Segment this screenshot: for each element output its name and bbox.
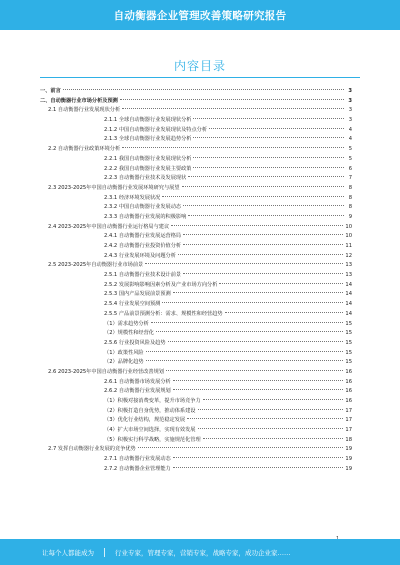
toc-entry[interactable]	[40, 126, 352, 136]
toc-leader-dots	[171, 225, 343, 226]
toc-entry-page: 16	[345, 368, 352, 375]
toc-leader-dots	[183, 273, 343, 274]
toc-entry-page: 11	[345, 243, 352, 249]
toc-leader-dots	[151, 322, 344, 323]
toc-entry-page: 10	[345, 233, 352, 240]
toc-entry[interactable]	[40, 203, 352, 213]
toc-leader-dots	[193, 167, 344, 168]
toc-entry-page: 19	[345, 446, 352, 453]
toc-entry[interactable]	[40, 242, 352, 252]
toc-entry[interactable]	[40, 281, 352, 291]
toc-entry-page: 15	[345, 320, 352, 327]
toc-entry-label: 二、自动衡器行业市场分析及预测	[40, 97, 118, 104]
toc-leader-dots	[188, 176, 344, 177]
toc-leader-dots	[183, 205, 344, 206]
toc-entry[interactable]	[40, 397, 352, 407]
toc-leader-dots	[138, 447, 344, 448]
toc-entry-page: 14	[345, 301, 352, 308]
toc-entry-label: （1）需求趋势分析	[104, 320, 149, 327]
toc-entry-page: 16	[345, 378, 352, 385]
toc-entry[interactable]	[40, 436, 352, 446]
toc-leader-dots	[203, 438, 344, 439]
toc-entry-page: 13	[345, 272, 352, 279]
toc-entry[interactable]	[40, 194, 352, 204]
toc-entry-label: 2.5.6 行业投资风险及趋势	[104, 339, 166, 346]
toc-leader-dots	[173, 292, 344, 293]
toc-entry-label: 2.4.3 行业发展环境及问题分析	[104, 252, 176, 259]
toc-leader-dots	[209, 128, 344, 129]
toc-leader-dots	[193, 118, 344, 119]
toc-entry-label: （1）积极对接消费变革，提升市场竞争力	[104, 398, 201, 404]
toc-entry[interactable]	[40, 426, 352, 436]
toc-entry-label: （2）积极打造自身优势，推动体系建设	[104, 407, 196, 414]
toc-entry[interactable]	[40, 300, 352, 310]
toc-entry-page: 18	[345, 436, 352, 443]
toc-entry-page: 7	[348, 175, 352, 182]
toc-entry-page: 14	[345, 310, 352, 317]
toc-entry-label: 2.4 2023-2025年中国自动衡器行业运行格局与建议	[48, 223, 170, 230]
toc-leader-dots	[145, 263, 343, 264]
toc-leader-dots	[162, 196, 344, 197]
toc-entry-label: 2.7 发挥自动衡器行业发展的竞争优势	[48, 446, 136, 453]
toc-entry[interactable]	[40, 310, 352, 320]
toc-entry[interactable]	[40, 339, 352, 349]
toc-entry[interactable]	[40, 407, 352, 417]
toc-heading: 内容目录	[173, 59, 226, 73]
toc-entry[interactable]	[40, 368, 352, 378]
toc-entry[interactable]	[40, 349, 352, 359]
toc-entry-page: 10	[345, 223, 352, 230]
toc-entry-label: 2.1.2 中国自动衡器行业发展现状及特点分析	[104, 126, 208, 133]
toc-entry-label: 2.1.3 全球自动衡器行业发展趋势分析	[104, 136, 192, 143]
toc-entry-label: （5）积极实行科学战略，实施规范化管理	[104, 436, 201, 443]
toc-entry[interactable]	[40, 271, 352, 281]
document-header	[0, 0, 400, 30]
toc-entry[interactable]	[40, 213, 352, 223]
toc-entry-page: 8	[348, 204, 352, 211]
toc-entry[interactable]	[40, 184, 352, 194]
toc-entry[interactable]	[40, 174, 352, 184]
toc-leader-dots	[166, 370, 343, 371]
toc-entry-page: 15	[345, 330, 352, 337]
toc-entry-page: 12	[345, 252, 352, 259]
toc-entry[interactable]	[40, 232, 352, 242]
toc-entry[interactable]	[40, 329, 352, 339]
toc-leader-dots	[162, 302, 343, 303]
toc-entry[interactable]	[40, 116, 352, 126]
toc-entry-label: （2）品牌化趋势	[104, 359, 144, 366]
toc-leader-dots	[146, 360, 344, 361]
toc-entry-page: 4	[348, 136, 352, 143]
toc-leader-dots	[173, 457, 344, 458]
toc-entry-page: 3	[348, 107, 352, 114]
toc-entry[interactable]	[40, 290, 352, 300]
toc-entry-label: 2.2.1 我国自动衡器行业发展现状分析	[104, 155, 192, 162]
toc-leader-dots	[198, 409, 344, 410]
toc-entry[interactable]	[40, 455, 352, 465]
toc-entry[interactable]	[40, 416, 352, 426]
toc-entry-label: 2.2 自动衡器行业政策环境分析	[48, 146, 121, 153]
toc-leader-dots	[219, 283, 343, 284]
toc-entry-page: 15	[345, 359, 352, 366]
toc-entry-page: 3	[348, 88, 352, 94]
toc-entry-label: 2.6 2023-2025年中国自动衡器行业经营改善规划	[48, 368, 164, 375]
toc-entry-label: （3）优化行业结构，规范稳定发展	[104, 417, 186, 424]
toc-leader-dots	[168, 341, 344, 342]
document-title: 自动衡器企业管理改善策略研究报告	[113, 9, 287, 22]
toc-leader-dots	[193, 157, 344, 158]
toc-entry-page: 6	[348, 165, 352, 172]
toc-entry-page: 14	[345, 291, 352, 298]
toc-leader-dots	[173, 389, 344, 390]
toc-entry-page: 15	[345, 349, 352, 356]
toc-entry-page: 8	[348, 184, 352, 191]
toc-entry-page: 17	[345, 427, 352, 434]
toc-entry-label: 2.3.3 自动衡器行业发展的积极影响	[104, 213, 187, 220]
toc-entry[interactable]	[40, 87, 352, 97]
toc-leader-dots	[156, 331, 343, 332]
toc-entry-label: 2.3.1 经济环境发展状况	[104, 194, 161, 201]
toc-entry-label: 2.6.2 自动衡器行业发展规划	[104, 388, 171, 395]
toc-entry-label: 2.5.5 产品前景预测分析：需求、规模性和经营趋势	[104, 310, 223, 317]
toc-entry-page: 14	[345, 281, 352, 288]
footer-separator	[104, 548, 105, 557]
toc-entry-label: （2）规模性和经营化	[104, 330, 154, 337]
toc-leader-dots	[173, 467, 344, 468]
toc-entry-label: 2.2.2 我国自动衡器行业发展主要政策	[104, 165, 192, 172]
toc-entry[interactable]	[40, 155, 352, 165]
toc-divider	[40, 77, 360, 78]
toc-entry-page: 17	[345, 417, 352, 424]
toc-entry-page: 13	[345, 262, 352, 269]
toc-entry-label: 2.2.3 自动衡器行业技术及发展现状	[104, 175, 187, 182]
toc-leader-dots	[193, 137, 344, 138]
toc-entry-page: 16	[345, 398, 352, 404]
toc-leader-dots	[120, 99, 344, 100]
toc-entry-page: 17	[345, 407, 352, 414]
toc-entry-page: 5	[348, 146, 352, 153]
toc-entry-label: 2.6.1 自动衡器市场发展分析	[104, 378, 171, 385]
toc-entry-label: 2.5.2 发展影响影响因素分析及产业市场方向分析	[104, 281, 218, 288]
toc-entry-page: 4	[348, 126, 352, 133]
toc-leader-dots	[173, 380, 344, 381]
toc-leader-dots	[122, 147, 344, 148]
toc-entry-page: 19	[345, 456, 352, 463]
toc-entry-label: 2.5.1 自动衡器行业技术设计前景	[104, 272, 182, 279]
toc-entry-label: 一、前言	[40, 88, 61, 94]
toc-entry[interactable]	[40, 378, 352, 388]
footer-tagline: 行业专家，管理专家，营销专家，战略专家，成功企业家……	[115, 548, 291, 557]
toc-entry[interactable]	[40, 445, 352, 455]
toc-leader-dots	[63, 89, 344, 90]
toc-leader-dots	[122, 108, 344, 109]
toc-entry[interactable]	[40, 320, 352, 330]
toc-leader-dots	[146, 351, 344, 352]
toc-entry[interactable]	[40, 252, 352, 262]
toc-entry[interactable]	[40, 135, 352, 145]
toc-leader-dots	[188, 215, 344, 216]
toc-entry[interactable]	[40, 465, 352, 475]
toc-entry[interactable]	[40, 165, 352, 175]
toc-entry-label: 2.3 2023-2025年中国自动衡器行业发展环境研究与展望	[48, 184, 180, 191]
footer-slogan: 让每个人都能成为	[42, 548, 94, 557]
toc-entry-page: 19	[345, 465, 352, 472]
toc-entry-label: 2.5.4 行业发展空间预测	[104, 301, 161, 308]
toc-entry-label: 2.5.3 国内产品发展前景预测	[104, 291, 171, 298]
toc-leader-dots	[183, 244, 343, 245]
toc-entry-page: 5	[348, 155, 352, 162]
toc-entry-label: 2.7.1 自动衡器行业发展动态	[104, 456, 171, 463]
toc-entry-page: 15	[345, 339, 352, 346]
toc-leader-dots	[198, 428, 344, 429]
toc-leader-dots	[203, 399, 344, 400]
toc-entry-page: 8	[348, 194, 352, 201]
toc-leader-dots	[178, 254, 343, 255]
toc-leader-dots	[187, 418, 343, 419]
toc-entry[interactable]	[40, 97, 352, 107]
toc-entry-label: 2.7.2 自动衡器企业管理能力	[104, 465, 171, 472]
toc-entry-label: （1）政策性风险	[104, 349, 144, 356]
toc-entry-label: 2.5 2023-2025年自动衡器行业市场前景	[48, 262, 144, 269]
document-footer	[0, 539, 400, 565]
toc-entry[interactable]	[40, 223, 352, 233]
toc-entry-label: 2.1.1 全球自动衡器行业发展现状分析	[104, 117, 192, 124]
toc-entry[interactable]	[40, 261, 352, 271]
toc-entry-label: 2.3.2 中国自动衡器行业发展动态	[104, 204, 182, 211]
toc-entry-page: 3	[348, 97, 352, 104]
toc-leader-dots	[225, 312, 344, 313]
toc-entry[interactable]	[40, 106, 352, 116]
toc-entry-label: 2.1 自动衡器行业发展现状分析	[48, 107, 121, 114]
table-of-contents	[40, 87, 352, 475]
toc-entry[interactable]	[40, 145, 352, 155]
toc-entry-page: 9	[348, 213, 352, 220]
toc-entry[interactable]	[40, 387, 352, 397]
toc-entry-label: 2.4.2 自动衡器行业投资价值分析	[104, 243, 182, 249]
toc-entry-label: （4）扩大市场空间选择，实现有效发展	[104, 427, 196, 434]
toc-leader-dots	[182, 186, 344, 187]
toc-entry-page: 16	[345, 388, 352, 395]
toc-entry-page: 3	[348, 117, 352, 124]
toc-leader-dots	[183, 234, 343, 235]
toc-entry[interactable]	[40, 358, 352, 368]
toc-entry-label: 2.4.1 自动衡器行业发展运营格局	[104, 233, 182, 240]
